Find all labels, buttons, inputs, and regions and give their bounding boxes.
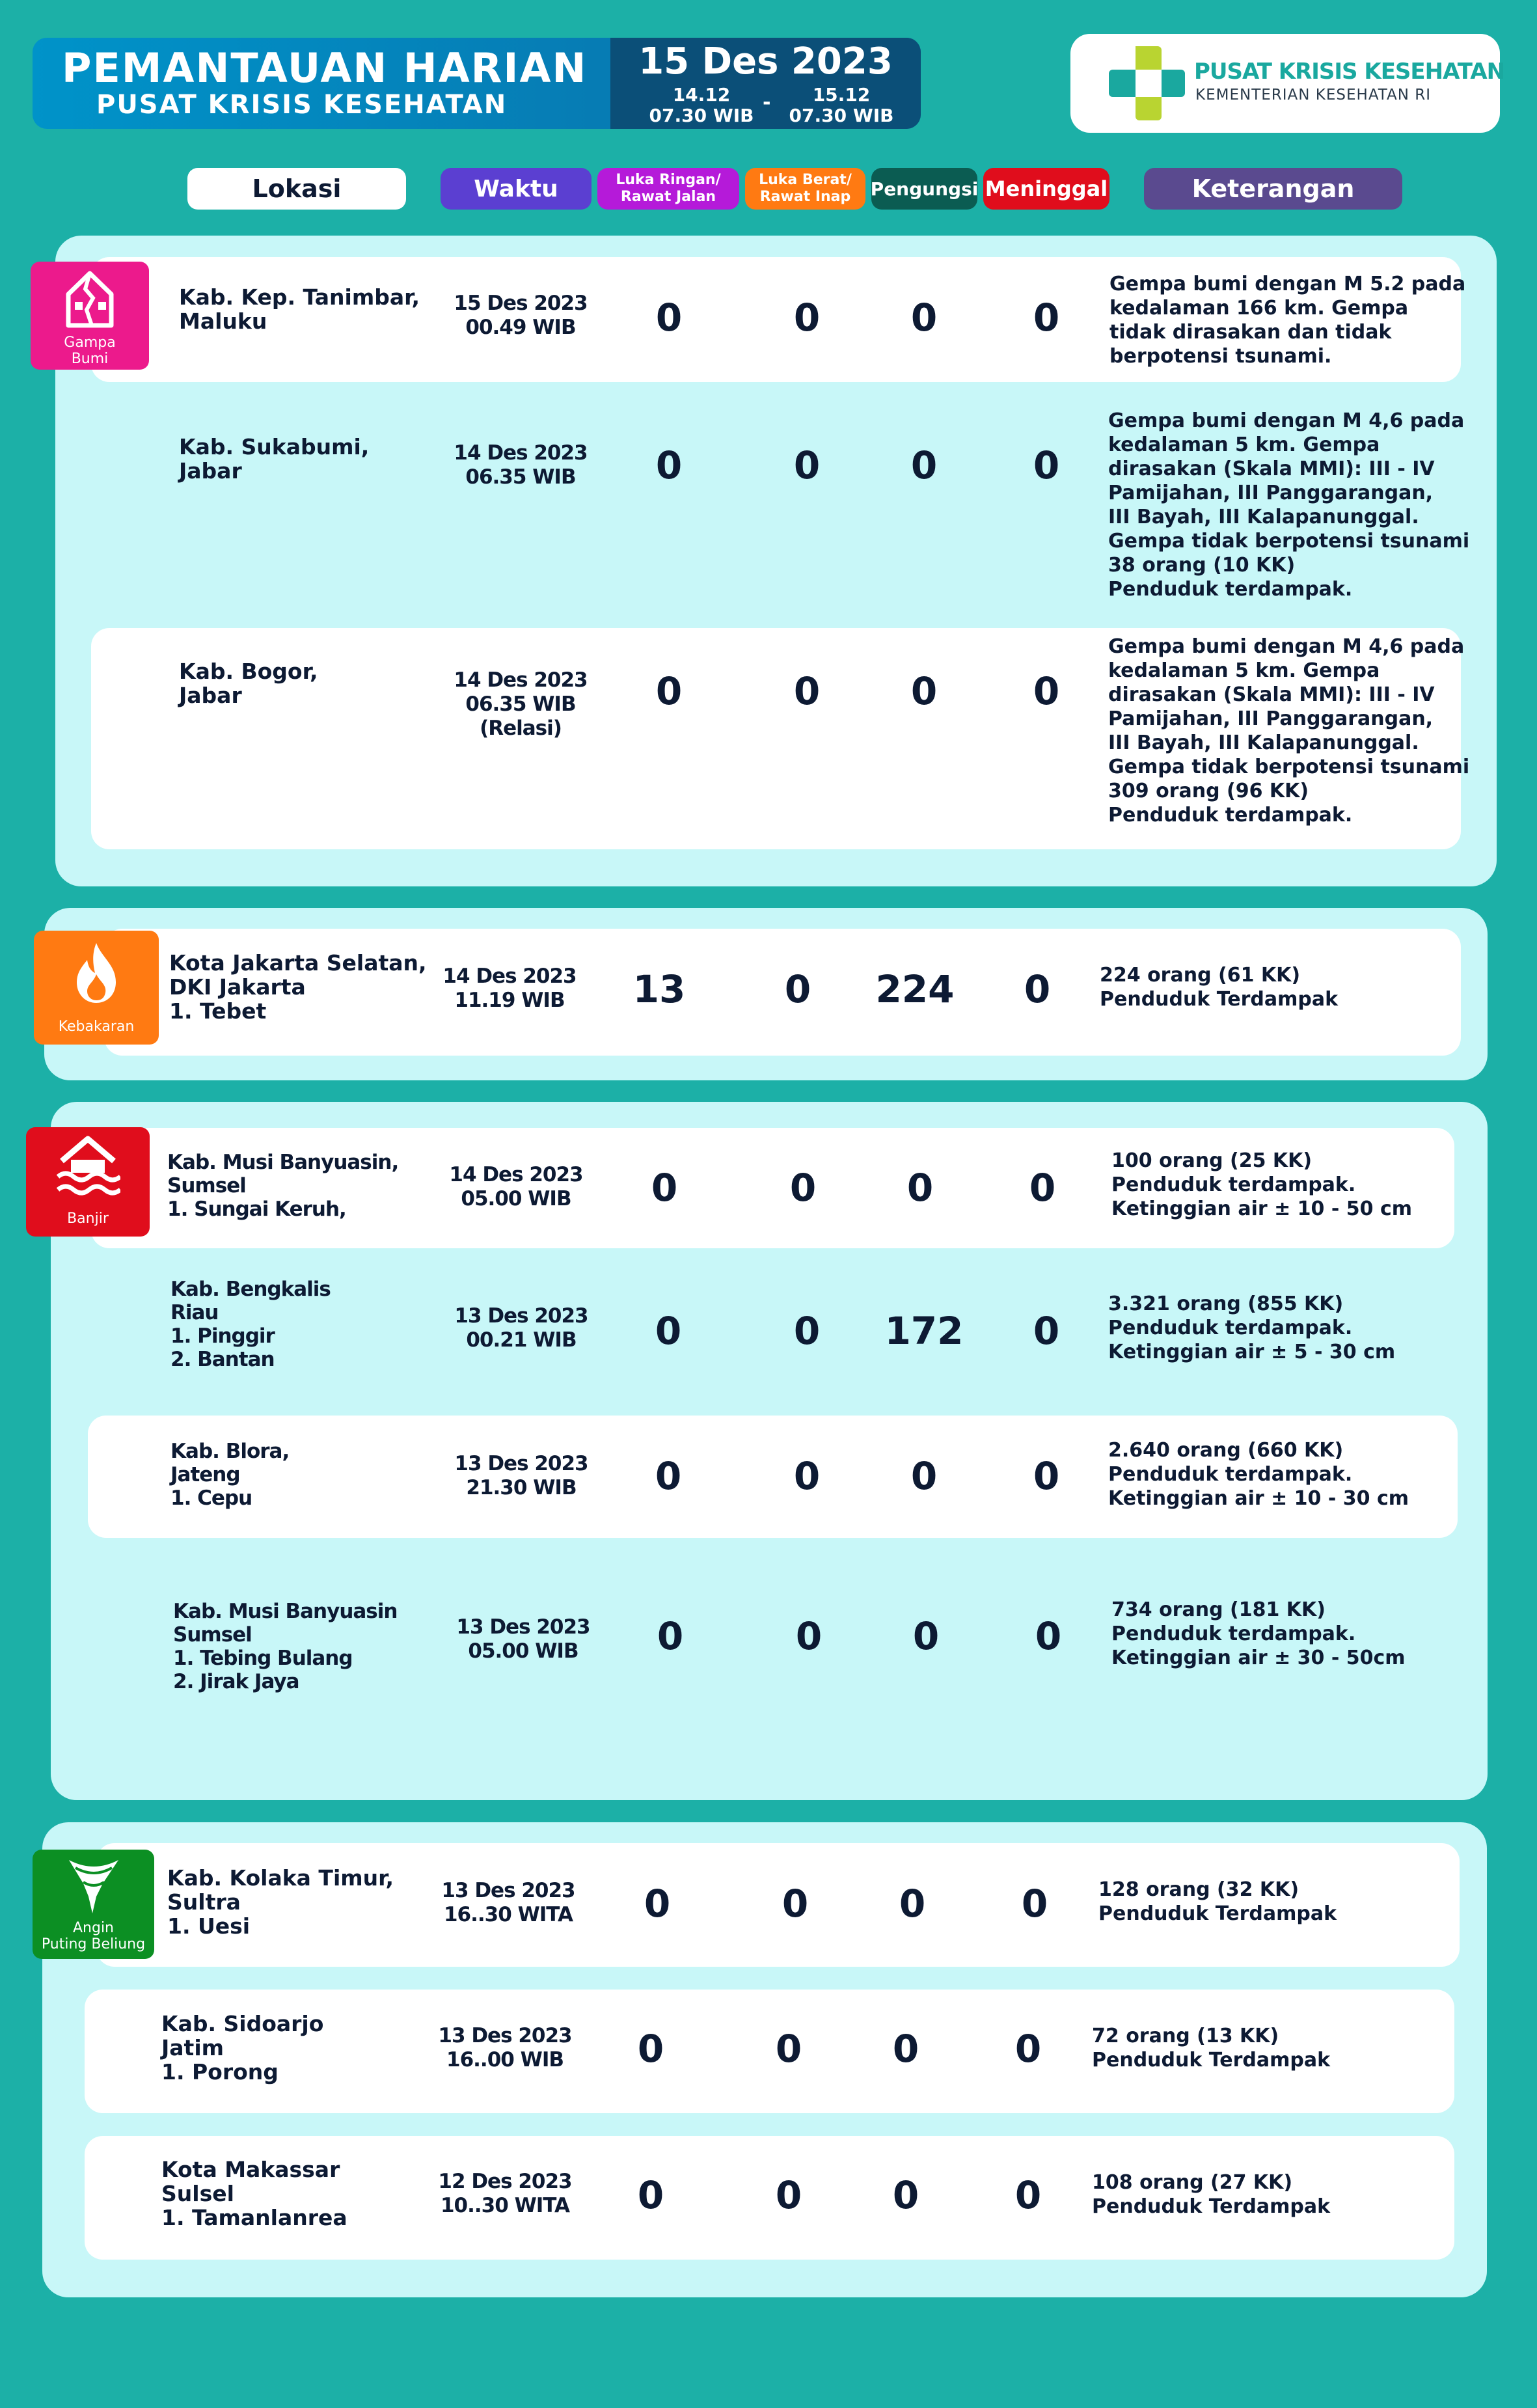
time-cell: 12 Des 2023 10..30 WITA: [438, 2170, 572, 2217]
category-label-angin: Angin Puting Beliung: [41, 1920, 146, 1952]
berat-count: 0: [789, 1166, 817, 1210]
ringan-count: 0: [655, 1454, 682, 1498]
ringan-count: 0: [655, 443, 683, 487]
pengungsi-count: 172: [884, 1309, 964, 1353]
range-from: [636, 85, 767, 126]
pengungsi-count: 0: [910, 1454, 938, 1498]
meninggal-count: 0: [1029, 1166, 1056, 1210]
ringan-count: 0: [655, 669, 683, 713]
keterangan-cell: 224 orang (61 KK) Penduduk Terdampak: [1100, 964, 1339, 1011]
category-badge-angin: [33, 1850, 154, 1959]
range-from-time: 07.30 WIB: [649, 105, 754, 126]
keterangan-cell: Gempa bumi dengan M 4,6 pada kedalaman 5 km. Gempa dirasakan (Skala MMI): III - IV Pamijahan, III Panggarangan, III Bayah, III Kalapanunggal. Gempa tidak berpotensi tsunami 309 orang (96 KK) Penduduk terdampak.: [1108, 635, 1470, 827]
keterangan-cell: 2.640 orang (660 KK) Penduduk terdampak. Ketinggian air ± 10 - 30 cm: [1108, 1439, 1409, 1510]
meninggal-count: 0: [1033, 669, 1060, 713]
tornado-icon: [66, 1855, 121, 1917]
column-header-luka-ringan: Luka Ringan/ Rawat Jalan: [597, 168, 739, 210]
meninggal-count: 0: [1033, 1309, 1060, 1353]
range-to-date: 15.12: [812, 84, 871, 105]
ringan-count: 0: [651, 1166, 678, 1210]
pengungsi-count: 0: [892, 2027, 919, 2071]
time-cell: 15 Des 2023 00.49 WIB: [454, 292, 588, 339]
ringan-count: 0: [655, 1309, 682, 1353]
category-badge-gempa: [31, 262, 149, 370]
meninggal-count: 0: [1035, 1614, 1062, 1658]
location-cell: Kab. Musi Banyuasin Sumsel 1. Tebing Bulang 2. Jirak Jaya: [173, 1600, 398, 1693]
location-cell: Kab. Bogor, Jabar: [179, 659, 318, 708]
location-cell: Kab. Sidoarjo Jatim 1. Porong: [161, 2011, 324, 2085]
meninggal-count: 0: [1021, 1881, 1048, 1926]
meninggal-count: 0: [1033, 1454, 1060, 1498]
pengungsi-count: 0: [912, 1614, 940, 1658]
meninggal-count: 0: [1033, 295, 1060, 340]
location-cell: Kab. Sukabumi, Jabar: [179, 434, 370, 484]
berat-count: 0: [795, 1614, 823, 1658]
location-cell: Kota Jakarta Selatan, DKI Jakarta 1. Tebet: [169, 950, 427, 1024]
pengungsi-count: 0: [910, 443, 938, 487]
range-to: [776, 85, 906, 126]
meninggal-count: 0: [1024, 967, 1051, 1011]
pengungsi-count: 0: [892, 2173, 919, 2217]
time-cell: 13 Des 2023 00.21 WIB: [454, 1304, 588, 1352]
keterangan-cell: 72 orang (13 KK) Penduduk Terdampak: [1092, 2025, 1331, 2072]
berat-count: 0: [793, 1454, 821, 1498]
berat-count: 0: [793, 443, 821, 487]
column-header-meninggal: Meninggal: [983, 168, 1109, 210]
location-cell: Kab. Musi Banyuasin, Sumsel 1. Sungai Keruh,: [167, 1151, 399, 1221]
page-title: PEMANTAUAN HARIAN: [62, 44, 588, 92]
column-header-pengungsi: Pengungsi: [871, 168, 977, 210]
meninggal-count: 0: [1033, 443, 1060, 487]
berat-count: 0: [775, 2173, 802, 2217]
location-cell: Kota Makassar Sulsel 1. Tamanlanrea: [161, 2157, 347, 2230]
meninggal-count: 0: [1014, 2027, 1042, 2071]
column-header-lokasi: Lokasi: [187, 168, 406, 210]
berat-count: 0: [793, 1309, 821, 1353]
meninggal-count: 0: [1014, 2173, 1042, 2217]
health-cross-logo-icon: [1106, 41, 1191, 126]
column-header-waktu: Waktu: [441, 168, 592, 210]
category-label-gempa: Gampa Bumi: [64, 335, 116, 367]
berat-count: 0: [784, 967, 811, 1011]
column-header-luka-berat: Luka Berat/ Rawat Inap: [745, 168, 865, 210]
range-to-time: 07.30 WIB: [789, 105, 894, 126]
keterangan-cell: 3.321 orang (855 KK) Penduduk terdampak. Ketinggian air ± 5 - 30 cm: [1108, 1293, 1396, 1363]
pengungsi-count: 224: [875, 967, 955, 1011]
berat-count: 0: [782, 1881, 809, 1926]
keterangan-cell: Gempa bumi dengan M 5.2 pada kedalaman 166 km. Gempa tidak dirasakan dan tidak berpotensi tsunami.: [1109, 273, 1466, 368]
ringan-count: 0: [655, 295, 683, 340]
ringan-count: 0: [637, 2027, 664, 2071]
time-cell: 13 Des 2023 16..00 WIB: [438, 2024, 572, 2072]
range-separator: -: [763, 91, 771, 114]
category-label-banjir: Banjir: [67, 1211, 109, 1227]
ringan-count: 0: [637, 2173, 664, 2217]
pengungsi-count: 0: [910, 669, 938, 713]
category-badge-banjir: [26, 1127, 150, 1237]
time-cell: 13 Des 2023 05.00 WIB: [456, 1615, 590, 1663]
berat-count: 0: [775, 2027, 802, 2071]
earthquake-icon: [63, 269, 116, 328]
time-cell: 14 Des 2023 11.19 WIB: [442, 965, 577, 1012]
pengungsi-count: 0: [899, 1881, 926, 1926]
keterangan-cell: 128 orang (32 KK) Penduduk Terdampak: [1098, 1878, 1337, 1925]
berat-count: 0: [793, 295, 821, 340]
range-from-date: 14.12: [672, 84, 731, 105]
keterangan-cell: 108 orang (27 KK) Penduduk Terdampak: [1092, 2171, 1331, 2218]
location-cell: Kab. Kep. Tanimbar, Maluku: [179, 284, 420, 334]
location-cell: Kab. Blora, Jateng 1. Cepu: [170, 1440, 290, 1510]
category-badge-kebakaran: [34, 931, 159, 1045]
keterangan-cell: 734 orang (181 KK) Penduduk terdampak. Ketinggian air ± 30 - 50cm: [1111, 1598, 1406, 1669]
logo-subtitle: KEMENTERIAN KESEHATAN RI: [1195, 87, 1432, 103]
flood-icon: [55, 1134, 120, 1199]
fire-icon: [73, 940, 120, 1006]
pengungsi-count: 0: [906, 1166, 934, 1210]
ringan-count: 0: [644, 1881, 671, 1926]
category-label-kebakaran: Kebakaran: [58, 1019, 135, 1035]
report-date: 15 Des 2023: [638, 40, 893, 83]
time-cell: 13 Des 2023 21.30 WIB: [454, 1452, 588, 1499]
keterangan-cell: Gempa bumi dengan M 4,6 pada kedalaman 5 km. Gempa dirasakan (Skala MMI): III - IV Pamijahan, III Panggarangan, III Bayah, III Kalapanunggal. Gempa tidak berpotensi tsunami 38 orang (10 KK) Penduduk terdampak.: [1108, 409, 1470, 601]
location-cell: Kab. Kolaka Timur, Sultra 1. Uesi: [167, 1865, 394, 1939]
time-cell: 13 Des 2023 16..30 WITA: [441, 1879, 575, 1926]
time-cell: 14 Des 2023 06.35 WIB: [454, 441, 588, 489]
time-cell: 14 Des 2023 05.00 WIB: [449, 1163, 583, 1211]
column-header-keterangan: Keterangan: [1144, 168, 1402, 210]
page-subtitle: PUSAT KRISIS KESEHATAN: [96, 90, 508, 120]
keterangan-cell: 100 orang (25 KK) Penduduk terdampak. Ketinggian air ± 10 - 50 cm: [1111, 1149, 1412, 1220]
ringan-count: 0: [657, 1614, 684, 1658]
time-cell: 14 Des 2023 06.35 WIB (Relasi): [454, 668, 588, 740]
berat-count: 0: [793, 669, 821, 713]
ringan-count: 13: [632, 967, 686, 1011]
location-cell: Kab. Bengkalis Riau 1. Pinggir 2. Bantan: [170, 1278, 331, 1371]
logo-title: PUSAT KRISIS KESEHATAN: [1194, 59, 1505, 85]
pengungsi-count: 0: [910, 295, 938, 340]
